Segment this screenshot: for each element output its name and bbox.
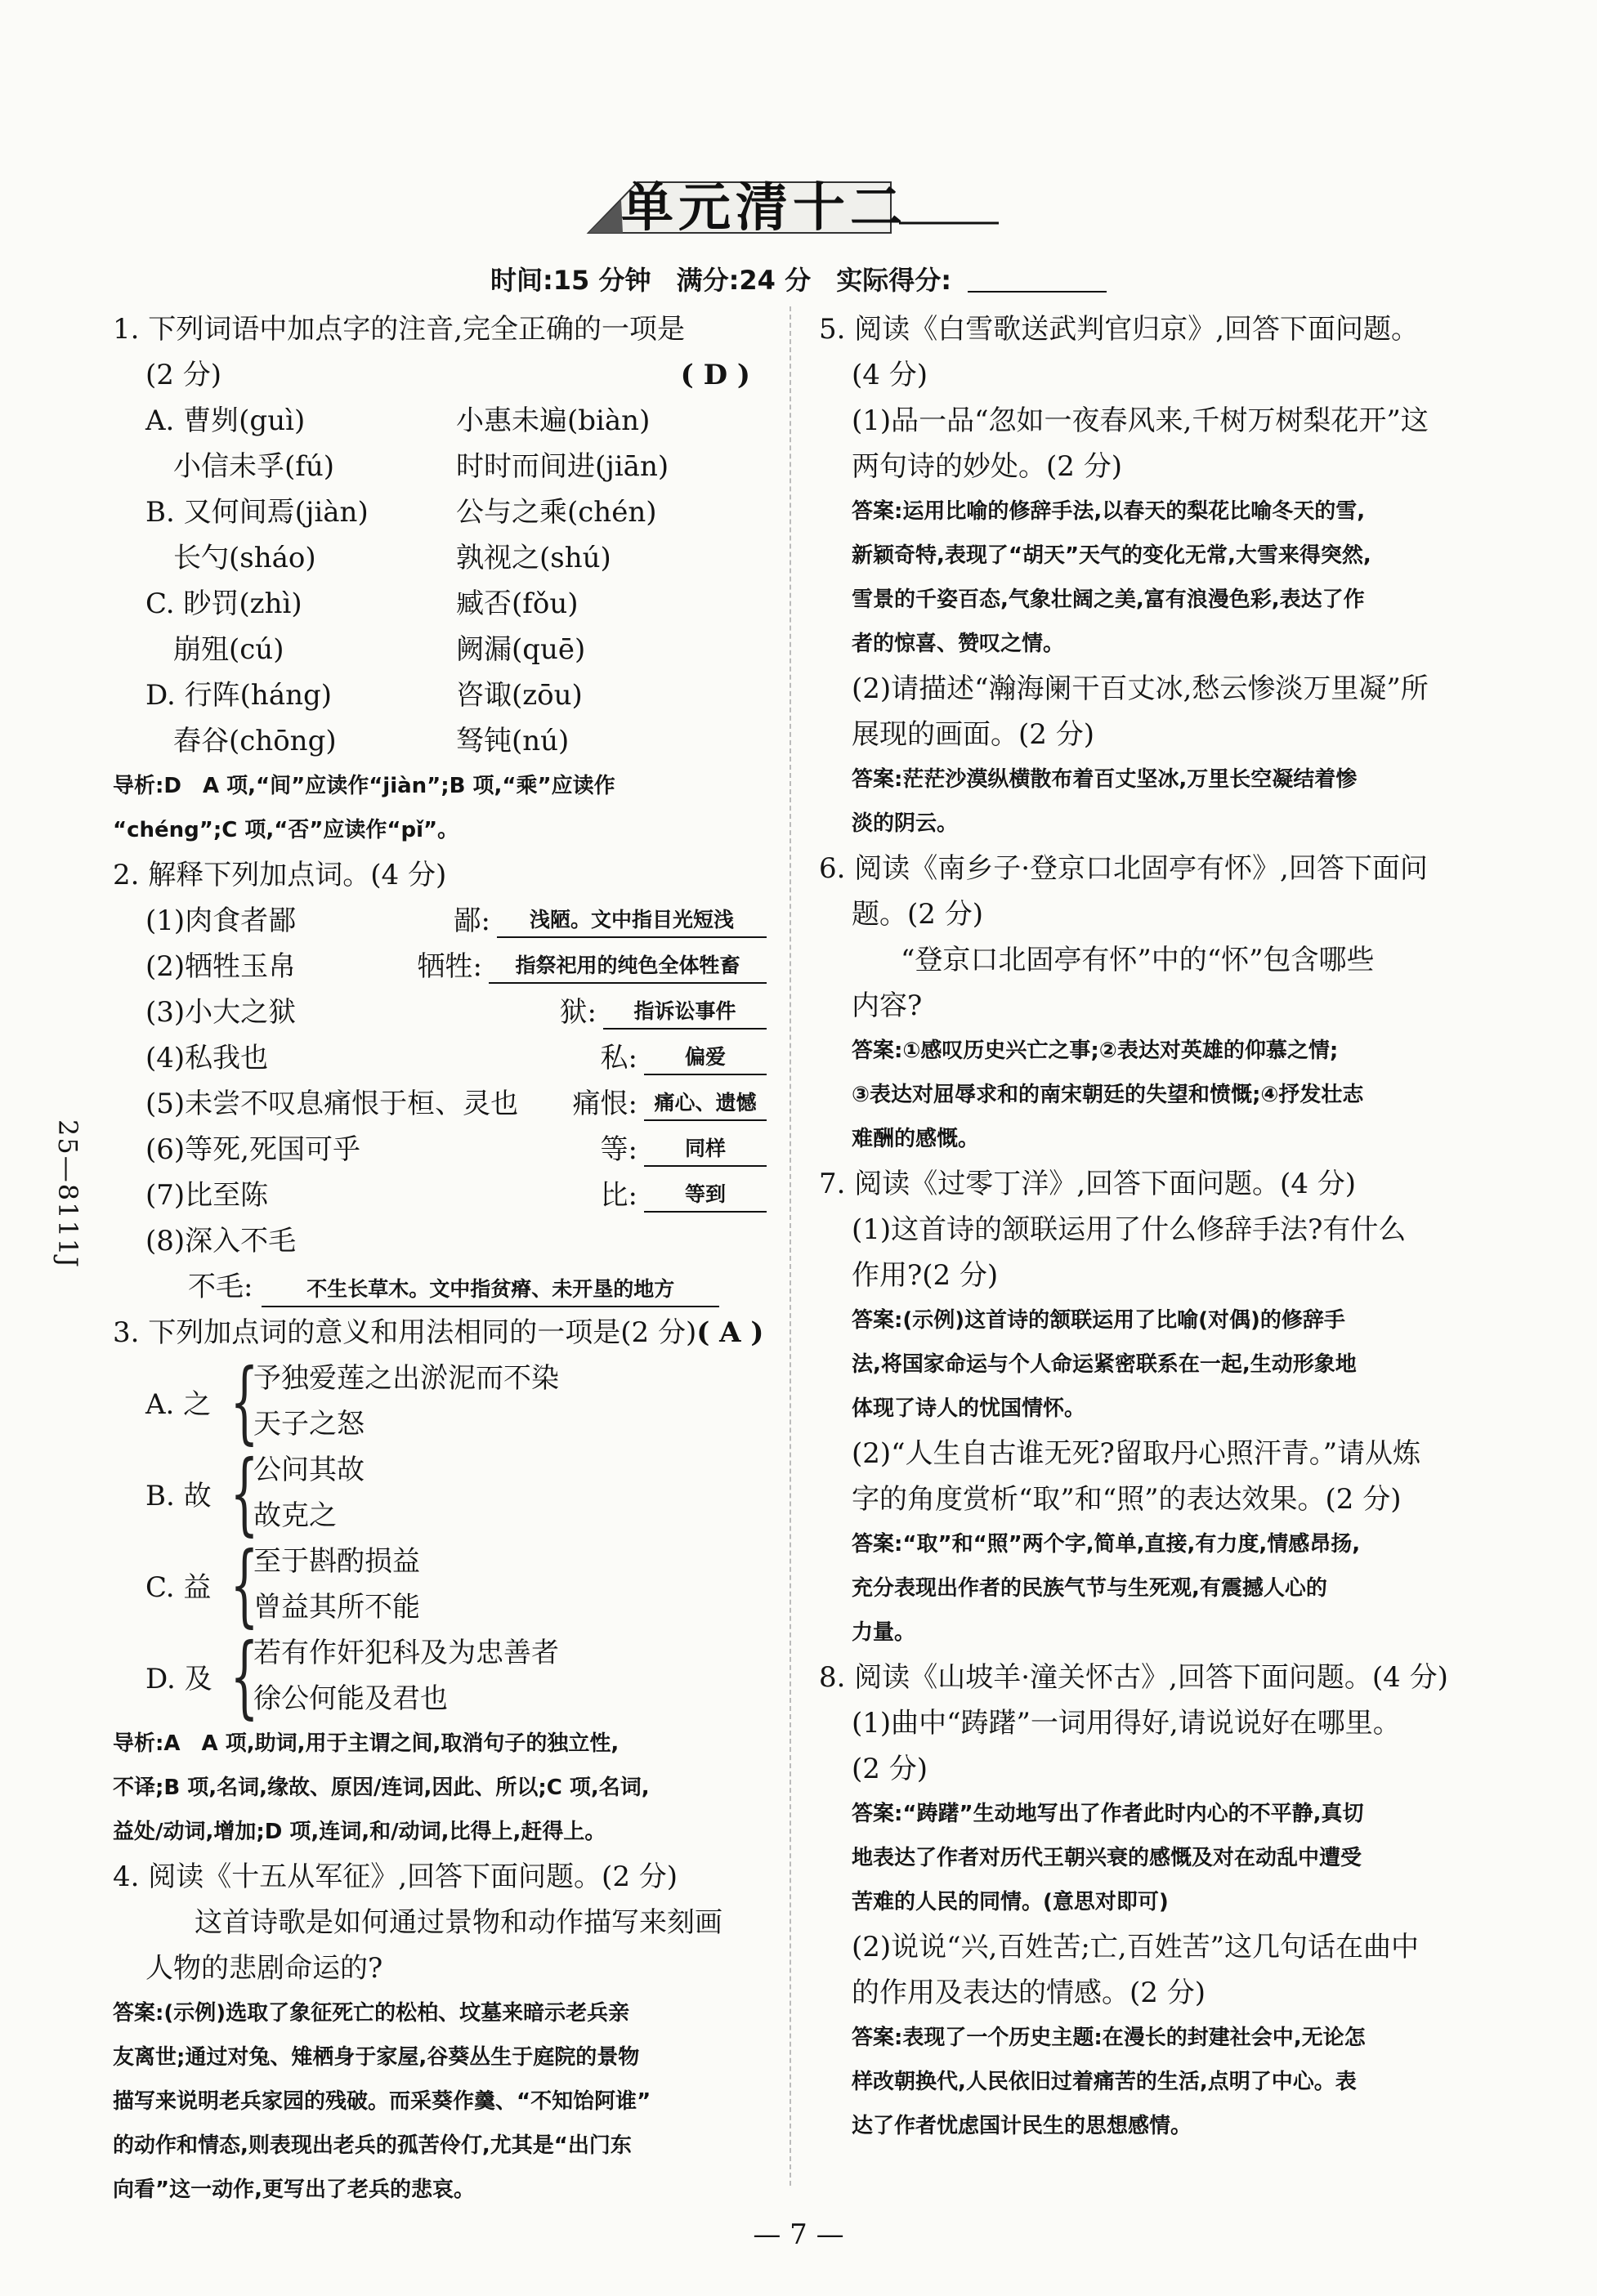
q1-guide: 导析:D A 项,“间”应读作“jiàn”;B 项,“乘”应读作	[113, 774, 615, 798]
q2-item-label: 鄙:	[453, 905, 490, 937]
q2-item-text: (4)私我也	[145, 1042, 269, 1074]
left-column	[113, 306, 767, 2212]
q2-item-answer: 痛心、遗憾	[644, 1087, 767, 1121]
q5-stem: 5. 阅读《白雪歌送武判官归京》,回答下面问题。	[819, 313, 1420, 346]
q2-item-label: 等:	[600, 1133, 637, 1166]
brace-icon: {	[230, 1532, 259, 1637]
q2-item	[113, 989, 767, 1035]
q3-group-label: D. 及	[145, 1662, 212, 1695]
q1-stem: 1. 下列词语中加点字的注音,完全正确的一项是	[113, 313, 686, 346]
q4-answer: 答案:(示例)选取了象征死亡的松柏、坟墓来暗示老兵亲	[113, 2001, 630, 2026]
q4-answer: 的动作和情态,则表现出老兵的孤苦伶仃,尤其是“出门东	[113, 2133, 632, 2158]
q3-answer: ( A )	[696, 1316, 764, 1349]
q2-item	[113, 944, 767, 989]
q8-answer2: 达了作者忧虑国计民生的思想感情。	[852, 2114, 1192, 2138]
q2-item-answer: 偏爱	[644, 1041, 767, 1075]
q1-option: 长勺(sháo)	[145, 542, 316, 574]
q1-option: 舂谷(chōng)	[145, 725, 337, 757]
q3-guide: 益处/动词,增加;D 项,连词,和/动词,比得上,赶得上。	[113, 1820, 606, 1844]
q5-sub1: 两句诗的妙处。(2 分)	[852, 450, 1122, 483]
q1-guide: “chéng”;C 项,“否”应读作“pǐ”。	[113, 818, 459, 842]
q2-item	[113, 1127, 767, 1173]
q8-sub2: 的作用及表达的情感。(2 分)	[852, 1977, 1206, 2009]
q1-option: A. 曹刿(guì)	[145, 404, 306, 437]
q5-answer2: 淡的阴云。	[852, 811, 959, 836]
brace-icon: {	[230, 1349, 259, 1454]
right-column	[819, 306, 1473, 2148]
q3-group-item: 至于斟酌损益	[253, 1545, 420, 1578]
q3-group-item: 曾益其所不能	[253, 1591, 420, 1624]
q3-group-item: 天子之怒	[253, 1408, 365, 1441]
q4-stem: 4. 阅读《十五从军征》,回答下面问题。(2 分)	[113, 1860, 678, 1893]
q7-sub2: 字的角度赏析“取”和“照”的表达效果。(2 分)	[852, 1483, 1402, 1516]
q2-item-text: (7)比至陈	[145, 1179, 269, 1212]
q1-option: C. 眇罚(zhì)	[145, 587, 302, 620]
q3-group-label: A. 之	[145, 1387, 212, 1421]
q3-group-item: 若有作奸犯科及为忠善者	[253, 1637, 559, 1669]
q7-answer2: 答案:“取”和“照”两个字,简单,直接,有力度,情感昂扬,	[852, 1532, 1361, 1557]
q1-option: 咨诹(zōu)	[456, 679, 583, 712]
q2-item-answer: 指诉讼事件	[603, 995, 767, 1030]
q3-group-label: B. 故	[145, 1479, 212, 1512]
q6-answer: ③表达对屈辱求和的南宋朝廷的失望和愤慨;④抒发壮志	[852, 1083, 1364, 1107]
q7-answer1: 法,将国家命运与个人命运紧密联系在一起,生动形象地	[852, 1352, 1357, 1377]
q7-sub2: (2)“人生自古谁无死?留取丹心照汗青。”请从炼	[852, 1437, 1421, 1470]
q5-answer1: 答案:运用比喻的修辞手法,以春天的梨花比喻冬天的雪,	[852, 499, 1366, 524]
page-title: 单元清十二	[621, 178, 907, 239]
q4-question: 这首诗歌是如何通过景物和动作描写来刻画	[195, 1906, 722, 1939]
q1-answer: ( D )	[680, 359, 750, 391]
actual-score-label: 实际得分:	[836, 265, 952, 296]
q1-option: 小信未孚(fú)	[145, 450, 335, 483]
q3-stem-row	[113, 1310, 767, 1356]
q1-option: 小惠未遍(biàn)	[456, 404, 651, 437]
q3-group	[113, 1624, 767, 1728]
q8-answer2: 样改朝换代,人民依旧过着痛苦的生活,点明了中心。表	[852, 2070, 1357, 2094]
q8-answer1: 答案:“踌躇”生动地写出了作者此时内心的不平静,真切	[852, 1802, 1364, 1826]
q1-option: 公与之乘(chén)	[456, 496, 657, 529]
q1-score: (2 分)	[145, 359, 221, 391]
q1-option-row	[113, 444, 767, 489]
q2-item-text: (1)肉食者鄙	[145, 905, 297, 937]
time-limit: 时间:15 分钟	[490, 265, 651, 296]
q2-item8-row	[113, 1264, 767, 1310]
q2-item8-answer: 不生长草木。文中指贫瘠、未开垦的地方	[262, 1273, 719, 1307]
q4-answer: 向看”这一动作,更写出了老兵的悲哀。	[113, 2178, 475, 2202]
q6-stem: 题。(2 分)	[852, 898, 983, 931]
q3-group-item: 故克之	[253, 1499, 337, 1532]
q1-score-row	[113, 352, 767, 398]
q1-option: 阙漏(quē)	[456, 633, 586, 666]
q3-group	[113, 1349, 767, 1454]
q7-answer1: 答案:(示例)这首诗的颔联运用了比喻(对偶)的修辞手	[852, 1308, 1345, 1333]
q4-answer: 友离世;通过对兔、雉栖身于家屋,谷葵丛生于庭院的景物	[113, 2045, 640, 2070]
column-divider	[790, 306, 791, 2186]
q1-option-row	[113, 581, 767, 627]
q2-item-answer: 浅陋。文中指目光短浅	[497, 904, 767, 938]
q2-item-label: 私:	[600, 1042, 637, 1074]
q2-item-label: 痛恨:	[572, 1088, 637, 1120]
q1-option: 驽钝(nú)	[456, 725, 570, 757]
q2-item-text: (5)未尝不叹息痛恨于桓、灵也	[145, 1088, 519, 1120]
q4-question: 人物的悲剧命运的?	[145, 1952, 383, 1985]
q8-stem: 8. 阅读《山坡羊·潼关怀古》,回答下面问题。(4 分)	[819, 1661, 1448, 1694]
q7-stem: 7. 阅读《过零丁洋》,回答下面问题。(4 分)	[819, 1168, 1357, 1200]
page-number: — 7 —	[753, 2218, 844, 2251]
q2-item8-text: (8)深入不毛	[145, 1225, 297, 1257]
q5-answer1: 者的惊喜、赞叹之情。	[852, 632, 1065, 656]
q7-answer2: 充分表现出作者的民族气节与生死观,有震撼人心的	[852, 1576, 1327, 1601]
q1-option-row	[113, 398, 767, 444]
q2-item	[113, 1081, 767, 1127]
q5-sub2: (2)请描述“瀚海阑干百丈冰,愁云惨淡万里凝”所	[852, 672, 1429, 705]
q6-answer: 答案:①感叹历史兴亡之事;②表达对英雄的仰慕之情;	[852, 1039, 1339, 1063]
q3-guide: 导析:A A 项,助词,用于主谓之间,取消句子的独立性,	[113, 1731, 620, 1756]
q1-option: D. 行阵(háng)	[145, 679, 333, 712]
q7-sub1: (1)这首诗的颔联运用了什么修辞手法?有什么	[852, 1213, 1407, 1246]
q8-answer2: 答案:表现了一个历史主题:在漫长的封建社会中,无论怎	[852, 2026, 1366, 2050]
q3-group-item: 公问其故	[253, 1454, 365, 1486]
q1-option-row	[113, 535, 767, 581]
q6-stem: 6. 阅读《南乡子·登京口北固亭有怀》,回答下面问	[819, 852, 1428, 885]
side-code: 25—8111J	[52, 1119, 83, 1269]
q1-option-row	[113, 718, 767, 764]
q2-item8-label: 不毛:	[188, 1271, 253, 1303]
q1-option-row	[113, 489, 767, 535]
q2-item	[113, 1173, 767, 1218]
q3-guide: 不译;B 项,名词,缘故、原因/连词,因此、所以;C 项,名词,	[113, 1776, 650, 1800]
q3-group	[113, 1532, 767, 1637]
actual-score-blank	[968, 266, 1107, 293]
q7-answer1: 体现了诗人的忧国情怀。	[852, 1396, 1086, 1421]
q4-answer: 描写来说明老兵家园的残破。而采葵作羹、“不知饴阿谁”	[113, 2089, 651, 2114]
q2-item	[113, 898, 767, 944]
q1-option-row	[113, 627, 767, 672]
q3-group-item: 予独爱莲之出淤泥而不染	[253, 1362, 559, 1395]
q3-group	[113, 1441, 767, 1545]
brace-icon: {	[230, 1441, 259, 1545]
q6-question: “登京口北固亭有怀”中的“怀”包含哪些	[901, 944, 1375, 976]
q7-answer2: 力量。	[852, 1620, 916, 1645]
q2-item-label: 牺牲:	[417, 950, 482, 983]
q2-item-label: 比:	[600, 1179, 637, 1212]
q5-stem: (4 分)	[852, 359, 928, 391]
q1-option: B. 又何间焉(jiàn)	[145, 496, 369, 529]
q5-answer2: 答案:茫茫沙漠纵横散布着百丈坚冰,万里长空凝结着惨	[852, 767, 1358, 792]
q7-sub1: 作用?(2 分)	[852, 1259, 999, 1292]
q6-answer: 难酬的感慨。	[852, 1127, 980, 1151]
q8-answer1: 地表达了作者对历代王朝兴衰的感慨及对在动乱中遭受	[852, 1846, 1362, 1870]
q1-option: 时时而间进(jiān)	[456, 450, 669, 483]
q2-stem: 2. 解释下列加点词。(4 分)	[113, 859, 447, 891]
q5-sub2: 展现的画面。(2 分)	[852, 718, 1094, 751]
q2-item-text: (3)小大之狱	[145, 996, 297, 1029]
test-meta	[0, 260, 1597, 297]
q3-stem: 3. 下列加点词的意义和用法相同的一项是(2 分)	[113, 1316, 697, 1349]
q1-option: 臧否(fǒu)	[456, 587, 579, 620]
q3-group-item: 徐公何能及君也	[253, 1682, 448, 1715]
q2-item-text: (2)牺牲玉帛	[145, 950, 297, 983]
q8-sub2: (2)说说“兴,百姓苦;亡,百姓苦”这几句话在曲中	[852, 1931, 1419, 1963]
q5-answer1: 雪景的千姿百态,气象壮阔之美,富有浪漫色彩,表达了作	[852, 587, 1365, 612]
q3-group-label: C. 益	[145, 1570, 212, 1604]
q8-sub1: (2 分)	[852, 1753, 928, 1785]
q2-item-answer: 等到	[644, 1178, 767, 1213]
q5-answer1: 新颖奇特,表现了“胡天”天气的变化无常,大雪来得突然,	[852, 543, 1371, 568]
full-score: 满分:24 分	[676, 265, 812, 296]
q8-answer1: 苦难的人民的同情。(意思对即可)	[852, 1890, 1169, 1914]
q2-item-answer: 指祭祀用的纯色全体牲畜	[489, 949, 767, 984]
q8-sub1: (1)曲中“踌躇”一词用得好,请说说好在哪里。	[852, 1707, 1401, 1740]
q2-item-answer: 同样	[644, 1132, 767, 1167]
q1-option: 孰视之(shú)	[456, 542, 611, 574]
q6-question: 内容?	[852, 989, 923, 1022]
brace-icon: {	[230, 1624, 259, 1728]
q2-item	[113, 1035, 767, 1081]
q2-item-label: 狱:	[559, 996, 597, 1029]
q1-option-row	[113, 672, 767, 718]
q1-option: 崩殂(cú)	[145, 633, 284, 666]
q2-item-text: (6)等死,死国可乎	[145, 1133, 360, 1166]
q5-sub1: (1)品一品“忽如一夜春风来,千树万树梨花开”这	[852, 404, 1429, 437]
